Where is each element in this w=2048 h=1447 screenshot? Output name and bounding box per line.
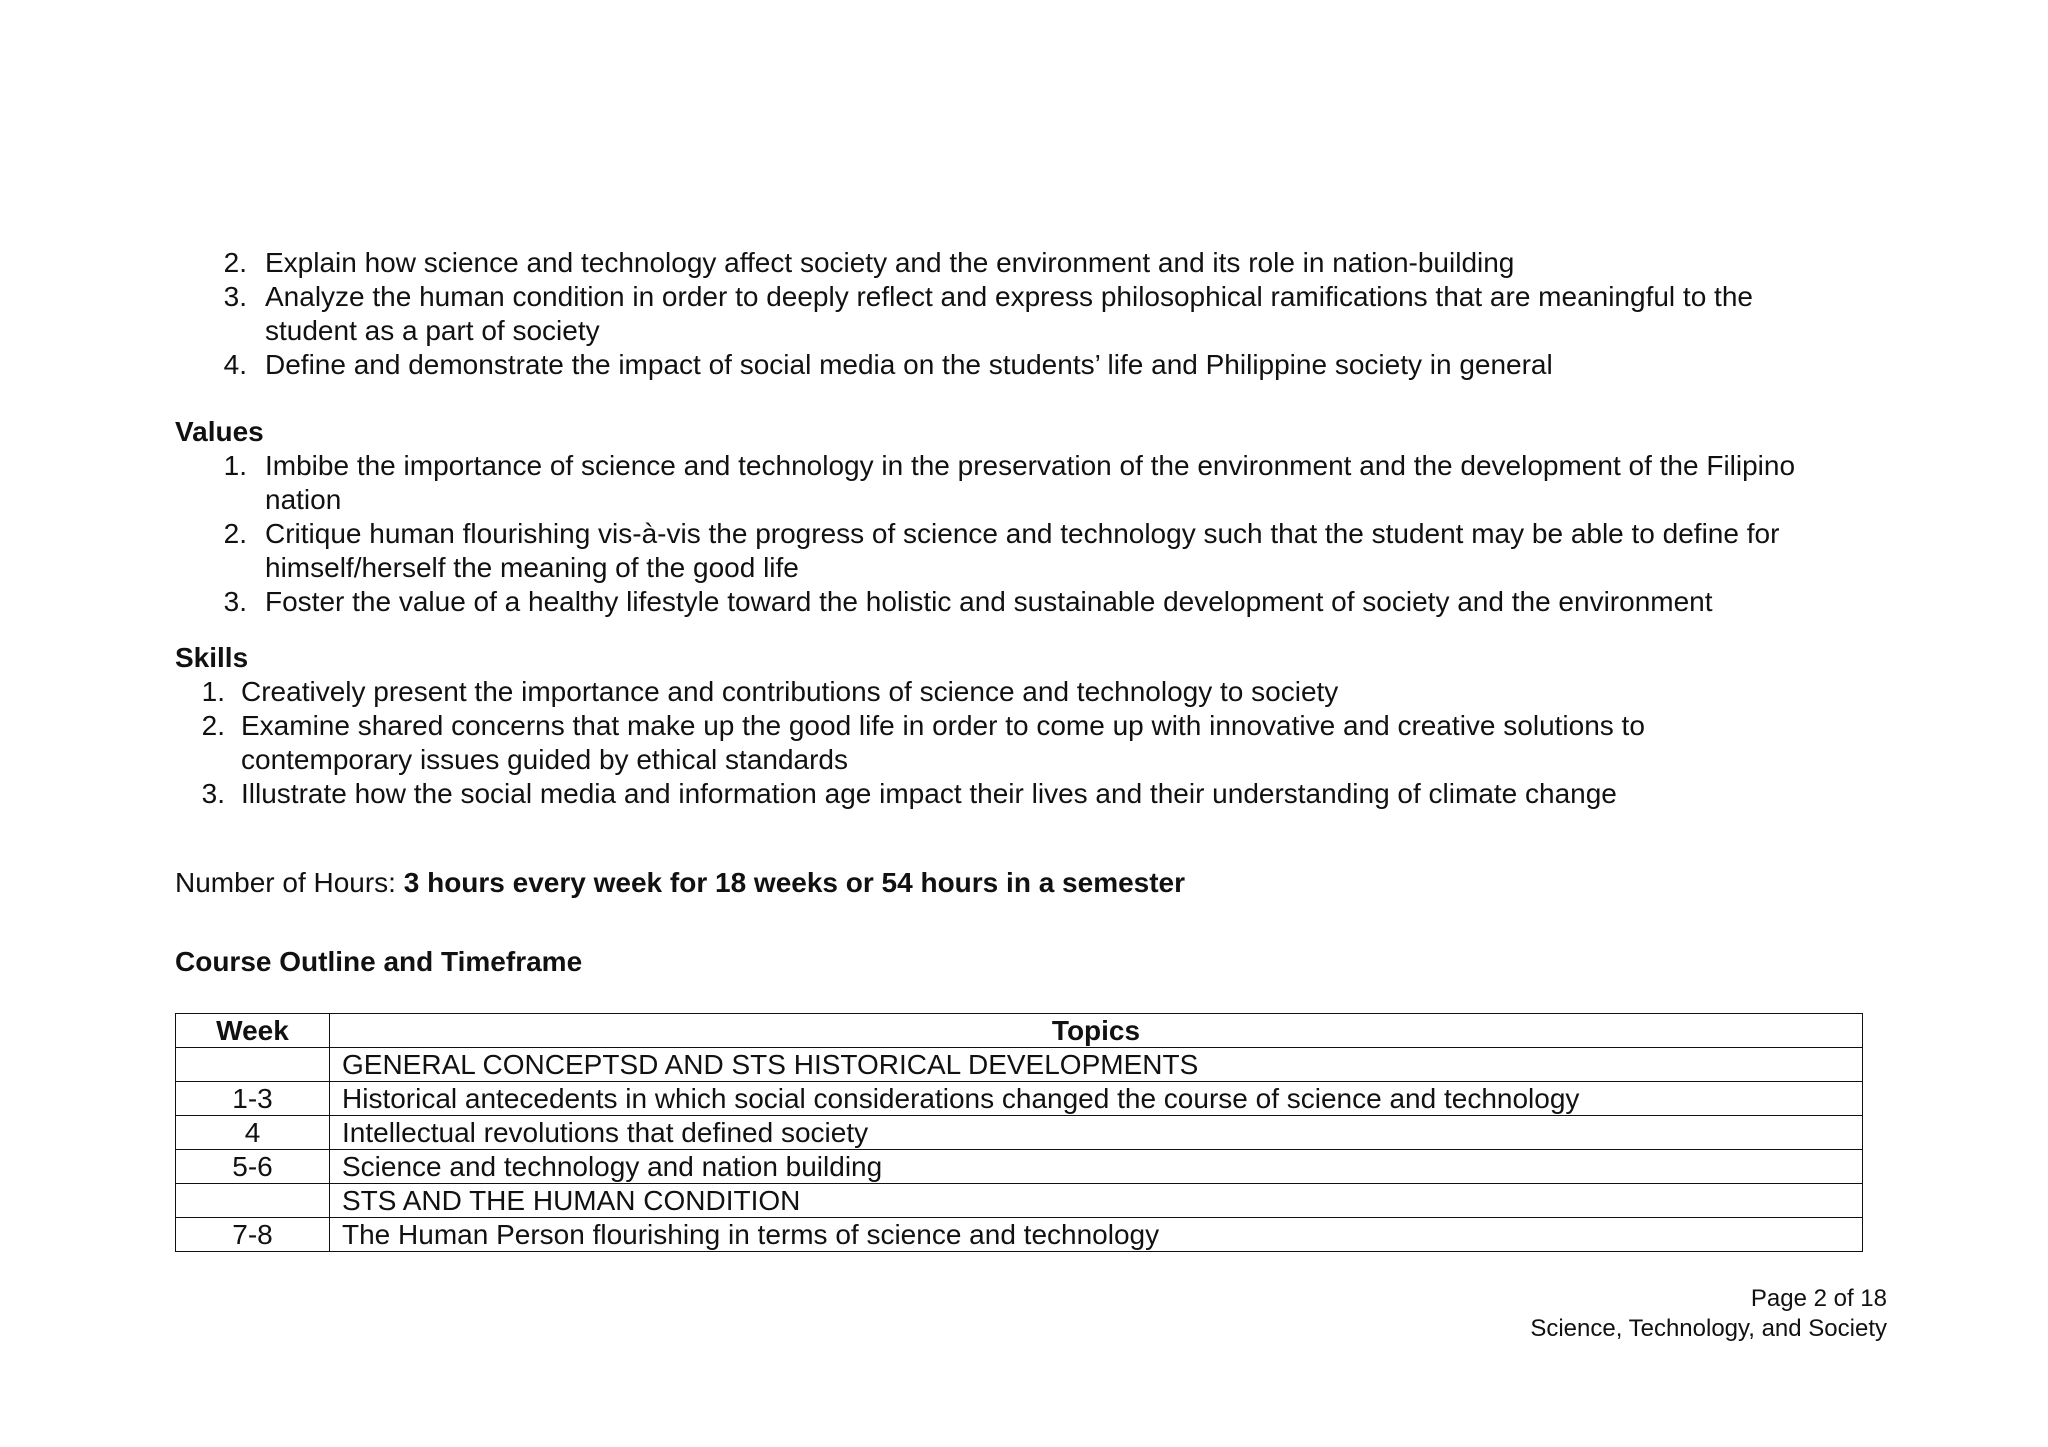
week-cell [176,1184,330,1218]
list-number: 2. [223,247,247,278]
week-cell: 4 [176,1116,330,1150]
hours-value: 3 hours every week for 18 weeks or 54 hours in a semester [403,867,1186,898]
table-header-row [176,1014,1863,1048]
topic-cell: GENERAL CONCEPTSD AND STS HISTORICAL DEVELOPMENTS [330,1048,1863,1082]
list-item-text: Examine shared concerns that make up the good life in order to come up with innovative and creative solutions to [241,710,1645,741]
table-row [176,1048,1863,1082]
week-cell: 1-3 [176,1082,330,1116]
list-item-text: Foster the value of a healthy lifestyle toward the holistic and sustainable development of society and the environment [265,586,1713,617]
topic-cell: Science and technology and nation building [330,1150,1863,1184]
list-item-text: Critique human flourishing vis-à-vis the progress of science and technology such that the student may be able to define for [265,518,1780,549]
topic-cell: STS AND THE HUMAN CONDITION [330,1184,1863,1218]
list-number: 1. [223,450,247,481]
footer-document-title: Science, Technology, and Society [1530,1315,1887,1342]
list-item-text: Define and demonstrate the impact of social media on the students’ life and Philippine society in general [265,349,1553,380]
table-row [176,1082,1863,1116]
week-cell: 7-8 [176,1218,330,1252]
footer-page-number: Page 2 of 18 [1750,1285,1887,1312]
list-item-text: Explain how science and technology affect society and the environment and its role in nation-building [265,247,1515,278]
list-item-text: himself/herself the meaning of the good life [265,552,799,583]
table-row [176,1218,1863,1252]
values-heading: Values [175,416,264,447]
week-cell [176,1048,330,1082]
topic-cell: Historical antecedents in which social considerations changed the course of science and technology [330,1082,1863,1116]
column-header-week: Week [176,1014,330,1048]
list-item-text: student as a part of society [265,315,600,346]
topic-cell: The Human Person flourishing in terms of science and technology [330,1218,1863,1252]
list-number: 2. [201,710,225,741]
list-number: 2. [223,518,247,549]
list-item-text: contemporary issues guided by ethical standards [241,744,849,775]
list-number: 4. [223,349,247,380]
table-row [176,1150,1863,1184]
table-row [176,1116,1863,1150]
list-number: 3. [223,586,247,617]
skills-heading: Skills [175,642,249,673]
list-item-text: nation [265,484,342,515]
list-item-text: Creatively present the importance and contributions of science and technology to society [241,676,1339,707]
list-item-text: Analyze the human condition in order to deeply reflect and express philosophical ramifications that are meaningful to the [265,281,1753,312]
number-of-hours [175,866,1185,900]
course-outline-table [175,1013,1863,1252]
column-header-topics: Topics [330,1014,1863,1048]
list-number: 1. [201,676,225,707]
list-number: 3. [201,778,225,809]
list-number: 3. [223,281,247,312]
list-item-text: Illustrate how the social media and information age impact their lives and their understanding of climate change [241,778,1617,809]
week-cell: 5-6 [176,1150,330,1184]
table-row [176,1184,1863,1218]
course-outline-heading: Course Outline and Timeframe [175,946,583,977]
list-item-text: Imbibe the importance of science and technology in the preservation of the environment and the development of the Filipino [265,450,1796,481]
topic-cell: Intellectual revolutions that defined society [330,1116,1863,1150]
hours-label: Number of Hours: [175,867,404,898]
